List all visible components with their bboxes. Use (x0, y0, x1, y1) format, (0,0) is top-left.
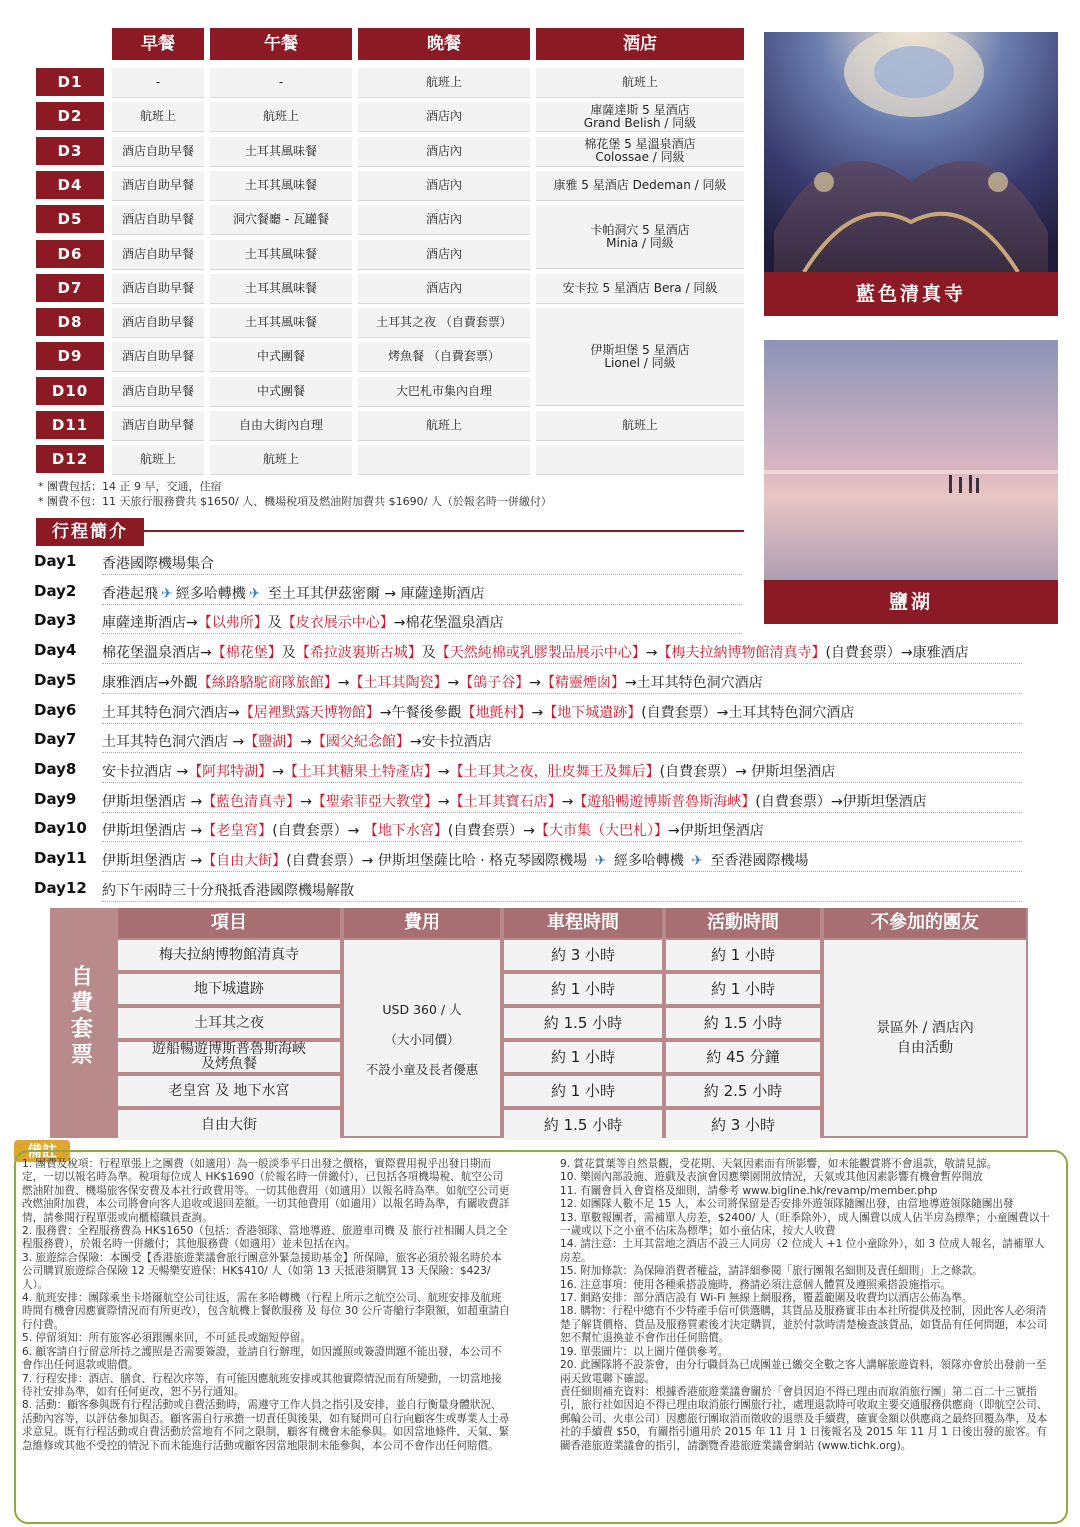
meal-cell-dinner (358, 445, 530, 475)
highlight-attraction: 【精靈煙囱】 (540, 674, 625, 691)
opt-item-name: 自由大街 (118, 1110, 340, 1140)
itinerary-text-segment: (自費套票）→ 伊斯坦堡酒店 (659, 763, 836, 780)
itinerary-text-segment: (自費套票）→ (447, 823, 536, 840)
highlight-attraction: 【地下城遺跡】 (543, 704, 642, 721)
day-label: D11 (36, 411, 104, 439)
itinerary-text-segment: → (272, 763, 284, 780)
highlight-attraction: 【土耳其糖果土特產店】 (283, 763, 438, 780)
opt-fee-no-discount: 不設小童及長者優惠 (365, 1062, 479, 1077)
remark-item: 3. 旅遊綜合保險：本團受【香港旅遊業議會旅行團意外緊急援助基金】所保障，旅客必須於報名時於本公司購買旅遊綜合保險 12 天暢樂安遊保：HK$410/ 人（如第 13 天抵港須購買 13 天保險：$423/ 人）。 (22, 1251, 502, 1291)
itinerary-day-text (102, 850, 808, 870)
itinerary-divider (102, 604, 742, 605)
highlight-attraction: 【土耳其之夜，肚皮舞王及舞后】 (449, 763, 660, 780)
salt-lake-photo (764, 340, 1058, 624)
meal-cell-hotel (536, 445, 744, 475)
remark-item: 11. 有關會員入會資格及細則，請參考 www.bigline.hk/revamp/member.php (560, 1184, 938, 1197)
itinerary-day-text (102, 820, 764, 840)
meal-cell-lunch: 中式團餐 (210, 377, 352, 407)
itinerary-day-text (102, 642, 969, 662)
highlight-attraction: 【鹽湖】 (244, 734, 301, 751)
itinerary-day-label: Day10 (34, 819, 87, 838)
opt-item-name: 地下城遺跡 (118, 974, 340, 1004)
itinerary-divider (102, 752, 1022, 753)
itinerary-day-label: Day12 (34, 878, 87, 897)
itinerary-divider (102, 901, 1022, 902)
highlight-attraction: 【居裡默露天博物館】 (239, 704, 380, 721)
highlight-attraction: 【遊船暢遊博斯普魯斯海峽】 (573, 793, 756, 810)
meal-cell-lunch: 中式團餐 (210, 342, 352, 372)
itinerary-day-label: Day3 (34, 611, 77, 630)
itinerary-text-segment: 及 (421, 645, 436, 662)
highlight-attraction: 【皮衣展示中心】 (281, 615, 394, 632)
highlight-attraction: 【棉花堡】 (211, 645, 282, 662)
meal-cell-breakfast: 酒店自助早餐 (112, 342, 204, 372)
opt-activity-time: 約 1.5 小時 (666, 1008, 820, 1038)
highlight-attraction: 【鴿子谷】 (459, 674, 530, 691)
itinerary-title-rule (144, 530, 744, 532)
opt-nonjoin-cell: 景區外 / 酒店內 自由活動 (824, 940, 1026, 1136)
itinerary-day-text (102, 672, 763, 692)
itinerary-day-label: Day6 (34, 700, 77, 719)
meal-cell-lunch: 土耳其風味餐 (210, 171, 352, 201)
itinerary-text-segment: → (645, 645, 658, 662)
itinerary-day-label: Day1 (34, 552, 77, 570)
meal-cell-hotel-merged: 伊斯坦堡 5 星酒店 Lionel / 同級 (536, 308, 744, 406)
opt-header-drive: 車程時間 (504, 908, 662, 938)
itinerary-divider (102, 723, 1022, 724)
meal-cell-breakfast: 酒店自助早餐 (112, 171, 204, 201)
itinerary-text-segment: →安卡拉酒店 (409, 734, 492, 751)
meal-cell-hotel-merged: 卡帕洞穴 5 星酒店 Minia / 同級 (536, 205, 744, 269)
itinerary-text-segment: 至土耳其伊茲密爾 → 庫薩達斯酒店 (263, 585, 485, 602)
meal-cell-dinner: 酒店內 (358, 240, 530, 270)
remark-item: 18. 購物：行程中總有不少特產手信可供選購，其貨品及服務實非由本社所提供及控制，因此客人必須清楚了解貨價格、貨品及服務質素後才決定購買，並於付款時清楚檢查該貨品，如貨品有任何問題，本公司恕不幫忙退換並不會作出任何賠償。 (560, 1305, 1048, 1345)
itinerary-text-segment: →土耳其特色洞穴酒店 (624, 674, 763, 691)
itinerary-text-segment: → (561, 793, 574, 810)
opt-drive-time: 約 1 小時 (504, 974, 662, 1004)
opt-drive-time: 約 3 小時 (504, 940, 662, 970)
meal-cell-dinner: 土耳其之夜 （自費套票） (358, 308, 530, 338)
meal-cell-hotel: 康雅 5 星酒店 Dedeman / 同級 (536, 171, 744, 201)
highlight-attraction: 【國父紀念館】 (311, 734, 410, 751)
remark-item: 15. 附加條款：為保障消費者權益，請詳細參閱「旅行團報名細則及責任細則」上之條款。 (560, 1265, 983, 1278)
remarks-title: 備註 (14, 1140, 70, 1162)
day-label: D7 (36, 274, 104, 302)
itinerary-divider (102, 812, 1022, 813)
meal-cell-dinner: 航班上 (358, 411, 530, 441)
remarks-right-column (560, 1158, 1055, 1513)
day-label: D2 (36, 102, 104, 130)
remark-item: 1. 團費及稅項：行程單張上之團費（如適用）為一般淡季平日出發之價格，實際費用視乎出發日期而定，一切以報名時為準。稅項每位成人 HK$1690（於報名時一併繳付），已包括各項機場稅、航空公司燃油附加費、機場旅客保安費及本社行政費用等。一切其他費用（如適用）以報名時為準。如航空公司更改燃油附加費，本公司將會向客人追收或退回差額。一切其他費用（如適用）以報名時為準，有關收費詳情，請參閱行程單張或向櫃檯職員查詢。 (22, 1158, 510, 1224)
opt-fee-price: USD 360 / 人 (382, 1002, 462, 1017)
remark-item: 8. 活動：顧客參與既有行程活動或自費活動時，需遵守工作人員之指引及安排，並自行衡量身體狀況、活動內容等，以評估參加與否。顧客需自行承擔一切責任與後果，如有疑問可自行向顧客生或專業人士尋求意見。既有行程活動或自費活動於當地有不同之限制，顧客有機會未能參與。如因當地條件、天氣、緊急維修或其他不受控的情況下而未能進行活動或顧客因當地限制未能參與，本公司不會作出任何賠償。 (22, 1399, 510, 1452)
highlight-attraction: 【藍色清真寺】 (202, 793, 301, 810)
meal-cell-lunch: - (210, 68, 352, 98)
itinerary-text-segment: → (300, 793, 312, 810)
meal-cell-dinner: 酒店內 (358, 171, 530, 201)
highlight-attraction: 【地下水宮】 (363, 823, 448, 840)
itinerary-day-label: Day5 (34, 670, 77, 689)
header-dinner: 晚餐 (358, 28, 530, 60)
remark-item: 10. 樂園內部設施、遊戲及表演會因應樂園開放情況，天氣或其他因素影響有機會暫停開放 (560, 1171, 983, 1184)
day-label: D3 (36, 137, 104, 165)
header-breakfast: 早餐 (112, 28, 204, 60)
itinerary-text-segment: →午餐後參觀 (379, 704, 462, 721)
itinerary-text-segment: 康雅酒店→外觀 (102, 674, 198, 691)
itinerary-text-segment: 及 (267, 615, 282, 632)
highlight-attraction: 【以弗所】 (197, 615, 268, 632)
remark-item: 13. 單數報團者，需補單人房差，$2400/ 人（旺季除外），成人團費以成人佔半房為標準；小童團費以十一歲或以下之小童不佔床為標準；如小童佔床，按大人收費 (560, 1211, 1050, 1238)
remark-item: 2. 服務費：全程服務費為 HK$1650（包括：香港領隊、當地導遊、旅遊車司機 及 旅行社相關人員之全程服務費），於報名時一併繳付；其他服務費（如適用）並未包括在內。 (22, 1225, 508, 1251)
meal-cell-hotel: 航班上 (536, 411, 744, 441)
opt-drive-time: 約 1.5 小時 (504, 1008, 662, 1038)
meal-cell-dinner: 酒店內 (358, 205, 530, 235)
remarks-left-column (22, 1158, 512, 1513)
itinerary-text-segment: (自費套票）→土耳其特色洞穴酒店 (641, 704, 855, 721)
itinerary-divider (102, 574, 742, 575)
remark-item: 20. 此團隊將不設茶會，由分行職員為已成團並已繳交全數之客人講解旅遊資料，領隊亦會於出發前一至兩天致電聯下確認。 (560, 1359, 1047, 1385)
highlight-attraction: 【土耳其陶瓷】 (349, 674, 448, 691)
meal-cell-breakfast: 酒店自助早餐 (112, 240, 204, 270)
meal-cell-lunch: 自由大街內自理 (210, 411, 352, 441)
itinerary-text-segment: 香港起飛 (102, 585, 158, 602)
itinerary-text-segment: → (337, 674, 350, 691)
opt-activity-time: 約 1 小時 (666, 940, 820, 970)
opt-item-name: 土耳其之夜 (118, 1008, 340, 1038)
highlight-attraction: 【希拉波裏斯古城】 (295, 645, 422, 662)
itinerary-text-segment: →棉花堡溫泉酒店 (393, 615, 504, 632)
itinerary-text-segment: → (447, 674, 460, 691)
itinerary-text-segment: 土耳其特色洞穴酒店→ (102, 704, 240, 721)
itinerary-day-text (102, 612, 503, 632)
meal-cell-hotel: 安卡拉 5 星酒店 Bera / 同級 (536, 274, 744, 304)
remark-item: 16. 注意事項：使用各種乘搭設施時，務請必須注意個人體質及遵照乘搭設施指示。 (560, 1278, 951, 1291)
plane-icon: ✈ (161, 585, 173, 602)
opt-drive-time: 約 1 小時 (504, 1042, 662, 1072)
opt-header-activity: 活動時間 (666, 908, 820, 938)
itinerary-text-segment: (自費套票）→ (272, 823, 364, 840)
remark-item: 17. 網路安排：部分酒店設有 Wi-Fi 無線上網服務，覆蓋範圍及收費均以酒店公佈為準。 (560, 1292, 973, 1305)
itinerary-title: 行程簡介 (36, 518, 144, 546)
meal-cell-breakfast: 酒店自助早餐 (112, 308, 204, 338)
meal-cell-lunch: 土耳其風味餐 (210, 308, 352, 338)
highlight-attraction: 【梅夫拉納博物館清真寺】 (657, 645, 826, 662)
blue-mosque-label: 藍色清真寺 (764, 272, 1058, 316)
opt-activity-time: 約 3 小時 (666, 1110, 820, 1140)
itinerary-text-segment: 約下午兩時三十分飛抵香港國際機場解散 (102, 882, 354, 899)
itinerary-text-segment: 至香港國際機場 (706, 853, 809, 869)
meal-cell-lunch: 洞穴餐廳 - 瓦罐餐 (210, 205, 352, 235)
opt-header-fee: 費用 (344, 908, 500, 938)
opt-item-name: 梅夫拉納博物館清真寺 (118, 940, 340, 970)
remark-item: 責任細則補充資料：根據香港旅遊業議會關於「會員因迫不得已理由而取消旅行團」第二百二十三號指引，旅行社如因迫不得已理由取消旅行團旅行社，處理退款時可收取主要交通服務供應商（即航空公司、郵輪公司、火車公司）因應旅行團取消而徵收的退票及手續費，確實金額以供應商之最終回覆為準，及本社的手續費 $50，有關指引適用於 2015 年 11 月 1 日後報名及 2015 年 11 月 1 日後出發的旅客。有關香港旅遊業議會的指引，請瀏覽香港旅遊業議會網站 (www.tichk.org)。 (560, 1385, 1048, 1452)
header-hotel: 酒店 (536, 28, 744, 60)
meal-cell-breakfast: 航班上 (112, 102, 204, 132)
itinerary-text-segment: 伊斯坦堡酒店 → (102, 823, 203, 840)
header-lunch: 午餐 (210, 28, 352, 60)
meal-cell-breakfast: 酒店自助早餐 (112, 411, 204, 441)
itinerary-text-segment: (自費套票）→ 伊斯坦堡薩比哈 · 格克琴國際機場 (286, 853, 592, 869)
highlight-attraction: 【聖索菲亞大教堂】 (311, 793, 438, 810)
remark-item: 4. 航班安排：團隊乘坐卡塔爾航空公司往返，需在多哈轉機（行程上所示之航空公司、航班安排及航班時間有機會因應實際情況而有所更改），包含航機上餐飲服務 及 每位 30 公斤寄艙行李限額，如超重請自行付費。 (22, 1292, 510, 1331)
fee-exclude-note: * 團費不包：11 天旅行服務費共 $1650/ 人、機場稅項及燃油附加費共 $1690/ 人（於報名時一併繳付） (38, 495, 552, 508)
highlight-attraction: 【天然純棉或乳膠製品展示中心】 (435, 645, 646, 662)
day-label: D9 (36, 342, 104, 370)
highlight-attraction: 【老皇宮】 (202, 823, 273, 840)
itinerary-day-text (102, 731, 492, 751)
itinerary-text-segment: →伊斯坦堡酒店 (668, 823, 764, 840)
opt-header-nonjoin: 不參加的團友 (824, 908, 1026, 938)
itinerary-divider (102, 693, 1022, 694)
plane-icon: ✈ (691, 853, 704, 869)
opt-activity-time: 約 1 小時 (666, 974, 820, 1004)
itinerary-day-text (102, 583, 485, 603)
meal-cell-hotel: 航班上 (536, 68, 744, 98)
opt-item-name: 老皇宮 及 地下水宮 (118, 1076, 340, 1106)
meal-cell-dinner: 烤魚餐 （自費套票） (358, 342, 530, 372)
meal-cell-hotel: 棉花堡 5 星溫泉酒店 Colossae / 同級 (536, 137, 744, 167)
day-label: D8 (36, 308, 104, 336)
meal-cell-breakfast: 酒店自助早餐 (112, 137, 204, 167)
salt-lake-label: 鹽湖 (764, 580, 1058, 624)
remark-item: 19. 單張圖片：以上圖片僅供參考。 (560, 1345, 729, 1358)
meal-cell-lunch: 土耳其風味餐 (210, 240, 352, 270)
opt-item-name: 遊船暢遊博斯普魯斯海峽 及烤魚餐 (118, 1042, 340, 1072)
day-label: D5 (36, 205, 104, 233)
itinerary-divider (102, 871, 1022, 872)
highlight-attraction: 【土耳其寶石店】 (449, 793, 562, 810)
remark-item: 6. 顧客請自行留意所持之護照是否需要簽證，並請自行辦理，如因護照或簽證問題不能出發，本公司不會作出任何退款或賠償。 (22, 1345, 502, 1372)
meal-cell-dinner: 航班上 (358, 68, 530, 98)
day-label: D4 (36, 171, 104, 199)
opt-fee-same-price: （大小同價） (384, 1032, 460, 1047)
itinerary-text-segment: → (531, 704, 544, 721)
opt-drive-time: 約 1 小時 (504, 1076, 662, 1106)
highlight-attraction: 【自由大街】 (202, 853, 287, 869)
blue-mosque-photo (764, 32, 1058, 316)
fee-include-note: * 團費包括：14 正 9 早，交通，住宿 (38, 480, 222, 493)
highlight-attraction: 【大市集（大巴札）】 (535, 823, 669, 840)
itinerary-day-label: Day4 (34, 641, 77, 660)
itinerary-text-segment: 香港國際機場集合 (102, 556, 214, 572)
meal-cell-breakfast: 酒店自助早餐 (112, 377, 204, 407)
opt-activity-time: 約 45 分鐘 (666, 1042, 820, 1072)
meal-cell-breakfast: - (112, 68, 204, 98)
meal-cell-hotel: 庫薩達斯 5 星酒店 Grand Belish / 同級 (536, 102, 744, 132)
itinerary-text-segment: 土耳其特色洞穴酒店 → (102, 734, 245, 751)
itinerary-text-segment: 及 (281, 645, 296, 662)
highlight-attraction: 【阿邦特湖】 (188, 763, 273, 780)
itinerary-day-label: Day8 (34, 759, 77, 778)
itinerary-divider (102, 633, 742, 634)
day-label: D1 (36, 68, 104, 96)
highlight-attraction: 【絲路駱駝商隊旅館】 (197, 674, 338, 691)
remark-item: 9. 賞花賞葉等自然景觀，受花期、天氣因素而有所影響，如未能觀賞將不會退款，敬請見諒。 (560, 1158, 998, 1170)
itinerary-text-segment: → (300, 734, 312, 751)
itinerary-day-label: Day2 (34, 581, 77, 600)
itinerary-divider (102, 782, 1022, 783)
meal-cell-lunch: 土耳其風味餐 (210, 274, 352, 304)
day-label: D10 (36, 377, 104, 405)
optional-package-side-label: 自費套票 (70, 965, 93, 1068)
day-label: D6 (36, 240, 104, 268)
meal-cell-dinner: 酒店內 (358, 102, 530, 132)
itinerary-day-text (102, 761, 835, 781)
itinerary-text-segment: 安卡拉酒店 → (102, 763, 189, 780)
meal-cell-dinner: 酒店內 (358, 137, 530, 167)
opt-activity-time: 約 2.5 小時 (666, 1076, 820, 1106)
remark-item: 5. 停留須知：所有旅客必須跟團來回，不可延長或縮短停留。 (22, 1332, 311, 1345)
itinerary-text-segment: → (437, 793, 450, 810)
itinerary-day-text (102, 702, 854, 722)
opt-fee-cell (344, 940, 500, 1136)
itinerary-day-text (102, 880, 354, 900)
highlight-attraction: 【地氈村】 (461, 704, 532, 721)
itinerary-day-label: Day9 (34, 789, 77, 808)
itinerary-text-segment: 庫薩達斯酒店→ (102, 615, 198, 632)
itinerary-text-segment: 經多哈轉機 (609, 853, 689, 869)
plane-icon: ✈ (594, 853, 607, 869)
meal-cell-breakfast: 航班上 (112, 445, 204, 475)
itinerary-text-segment: 棉花堡溫泉酒店→ (102, 645, 212, 662)
opt-header-item: 項目 (118, 908, 340, 938)
remark-item: 7. 行程安排：酒店、膳食、行程次序等，有可能因應航班安排或其他實際情況而有所變動，一切當地接待社安排為準，如有任何更改，恕不另行通知。 (22, 1372, 502, 1398)
remark-item: 12. 如團隊人數不足 15 人，本公司將保留是否安排外遊領隊隨團出發，由當地導遊領隊隨團出發 (560, 1198, 1014, 1211)
meal-cell-breakfast: 酒店自助早餐 (112, 205, 204, 235)
itinerary-text-segment: → (437, 763, 450, 780)
meal-cell-dinner: 大巴札市集內自理 (358, 377, 530, 407)
itinerary-day-text (102, 791, 927, 811)
meal-cell-dinner: 酒店內 (358, 274, 530, 304)
itinerary-divider (102, 841, 1022, 842)
meal-cell-lunch: 土耳其風味餐 (210, 137, 352, 167)
itinerary-text-segment: 伊斯坦堡酒店 → (102, 793, 203, 810)
plane-icon: ✈ (248, 585, 261, 602)
itinerary-text-segment: → (529, 674, 541, 691)
itinerary-text-segment: (自費套票）→康雅酒店 (825, 645, 969, 662)
itinerary-text-segment: 伊斯坦堡酒店 → (102, 853, 203, 869)
itinerary-text-segment: 經多哈轉機 (175, 585, 246, 602)
remark-item: 14. 請注意：土耳其當地之酒店不設三人同房（2 位成人 +1 位小童除外），如 3 位成人報名，請補單人房差。 (560, 1238, 1045, 1264)
meal-cell-lunch: 航班上 (210, 102, 352, 132)
itinerary-divider (102, 663, 1022, 664)
itinerary-day-text (102, 553, 214, 573)
meal-cell-lunch: 航班上 (210, 445, 352, 475)
itinerary-day-label: Day7 (34, 730, 77, 749)
itinerary-day-label: Day11 (34, 849, 87, 867)
opt-drive-time: 約 1.5 小時 (504, 1110, 662, 1140)
day-label: D12 (36, 445, 104, 473)
meal-cell-breakfast: 酒店自助早餐 (112, 274, 204, 304)
itinerary-text-segment: (自費套票）→伊斯坦堡酒店 (755, 793, 927, 810)
